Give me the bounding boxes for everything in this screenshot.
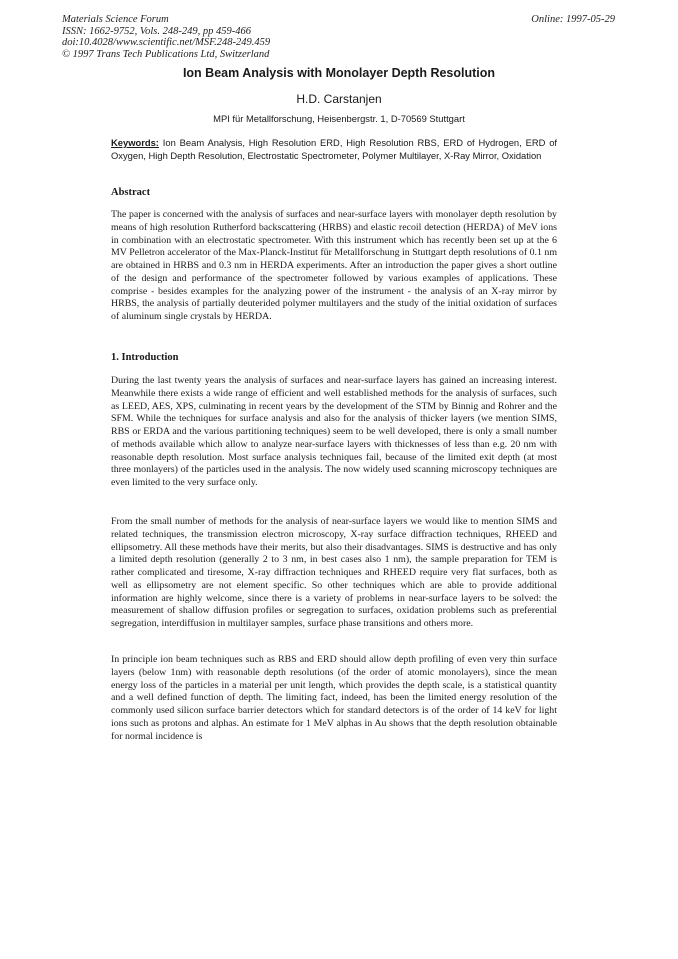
abstract-text: The paper is concerned with the analysis of surfaces and near-surface layers with monolayer depth resolution by means of high resolution Rutherford backscattering (HRBS) and elastic recoil detection (HERDA) of MeV ions in combination with an electrostatic spectrometer. With this instrument which has recently been set up at the 6 MV Pelletron accelerator of the Max-Planck-Institut für Metallforschung in Stuttgart depth resolutions of 0.1 nm are obtained in HRBS and 0.3 nm in HERDA experiments. After an introduction the paper gives a short outline of the design and performance of the spectrometer followed by various examples of applications. These comprise - besides examples for the analyzing power of the instrument - the analysis of an X-ray mirror by HRBS, the analysis of partially deuterided polymer multilayers and the study of the initial oxidation of surfaces of aluminum single crystals by HERDA. <box>111 209 558 322</box>
online-date: Online: 1997-05-29 <box>531 14 615 25</box>
author-name: H.D. Carstanjen <box>296 92 382 106</box>
doi-line[interactable]: doi:10.4028/www.scientific.net/MSF.248-249.459 <box>62 37 271 49</box>
intro-paragraph: During the last twenty years the analysis of surfaces and near-surface layers has gained an increasing interest. Meanwhile there exists a wide range of efficient and well established methods for the analysis of surfaces, such as LEED, AES, XPS, culminating in recent years by the development of the STM by Binnig and Rohrer and the SFM. While the techniques for surface analysis and also for the analysis of thicker layers (we mention SIMS, RBS or ERDA and the various partitioning techniques) seem to be well developed, there is only a small number of methods available which allow to analyze near-surface layers with thicknesses of less than e.g. 20 nm with reasonable depth resolution. Most surface analysis techniques fail, because of the limited exit depth (at most three monlayers) of the particles used in the analysis. The now widely used scanning microscopy techniques are even limited to the very surface only. <box>111 375 557 488</box>
paper-title: Ion Beam Analysis with Monolayer Depth Resolution <box>182 66 496 80</box>
intro-paragraph: From the small number of methods for the analysis of near-surface layers we would like to mention SIMS and related techniques, the transmission electron microscopy, X-ray surface diffraction techniques, RHEED and ellipsometry. All these methods have their merits, but also their disadvantages. SIMS is destructive and has only a limited depth resolution (generally 2 to 3 nm, in best cases also 1 nm), the sample preparation for TEM is rather complicated and tiresome, X-ray diffraction techniques and RHEED require very flat surfaces, both as well as ellipsometry are not element specific. So other techniques which are able to provide additional information are highly welcome, since there is a variety of problems in near-surface layers to be solved: the measurement of shallow diffusion profiles or segregation to surfaces, oxidation problems such as preferential segregation, interdiffusion in multilayer samples, surface phase transitions and others more. <box>111 516 557 629</box>
keywords-text: Ion Beam Analysis, High Resolution ERD, High Resolution RBS, ERD of Hydrogen, ERD of Oxygen, High Depth Resolution, Electrostatic Spectrometer, Polymer Multilayer, X-Ray Mirror, Oxidation <box>111 137 558 161</box>
abstract-heading: Abstract <box>111 187 151 198</box>
publication-info <box>62 14 270 60</box>
copyright-line: © 1997 Trans Tech Publications Ltd, Switzerland <box>62 48 270 60</box>
issn-line: ISSN: 1662-9752, Vols. 248-249, pp 459-466 <box>62 25 251 37</box>
intro-paragraph: In principle ion beam techniques such as RBS and ERD should allow depth profiling of even very thin surface layers (below 1nm) with reasonable depth resolutions (of the order of atomic monolayers), since the mean energy loss of the particles in a material per unit length, which provides the depth scale, is a statistical quantity and a well defined function of depth. The limiting fact, indeed, has been the limited energy resolution of the commonly used silicon surface barrier detectors which for standard detectors is of the order of 14 keV for light ions such as protons and alphas. An estimate for 1 MeV alphas in Au shows that the depth resolution obtainable for normal incidence is <box>111 654 557 742</box>
introduction-heading: 1. Introduction <box>111 352 179 363</box>
keywords-label: Keywords: <box>111 137 159 148</box>
journal-name: Materials Science Forum <box>62 14 169 25</box>
keywords-block <box>111 137 557 162</box>
author-affiliation: MPI für Metallforschung, Heisenbergstr. 1, D-70569 Stuttgart <box>213 113 465 124</box>
